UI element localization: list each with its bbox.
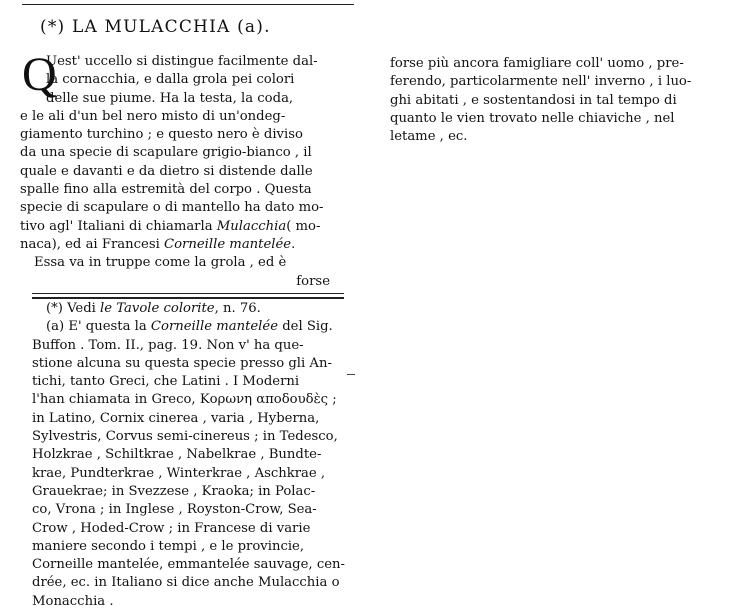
text-fragment: (*) Vedi <box>46 301 101 316</box>
text-line: e le ali d'un bel nero misto di un'ondeg- <box>20 108 286 124</box>
article-title: (*) LA MULACCHIA (a). <box>40 17 271 37</box>
footnote-line: krae, Pundterkrae , Winterkrae , Aschkrae , <box>32 465 326 481</box>
text-fragment: del Sig. <box>278 319 333 335</box>
text-line: specie di scapulare o di mantello ha dato mo- <box>20 200 324 216</box>
footnote-a <box>32 318 352 336</box>
drop-cap: Q <box>22 48 57 101</box>
italic-term: Corneille mantelée <box>150 319 278 335</box>
footnote-line: l'han chiamata in Greco, Κορωνη αποδουδὲς ; <box>32 392 337 408</box>
text-line: giamento turchino ; e questo nero è diviso <box>20 127 303 143</box>
footnote-line: Crow , Hoded-Crow ; in Francese di varie <box>32 520 311 536</box>
footnote-rule-thick <box>32 297 344 299</box>
margin-mark <box>347 374 355 375</box>
footnote-line: Holzkrae , Schiltkrae , Nabelkrae , Bundte- <box>32 447 322 463</box>
footnote-line: co, Vrona ; in Inglese , Royston-Crow, Sea- <box>32 502 317 518</box>
text-line: la cornacchia, e dalla grola pei colori <box>46 72 295 88</box>
text-line: ghi abitati , e sostentandosi in tal tempo di <box>390 92 677 108</box>
footnote-rule <box>32 293 344 294</box>
footnote-line: Buffon . Tom. II., pag. 19. Non v' ha que- <box>32 337 304 353</box>
text-line: quale e davanti e da dietro si distende dalle <box>20 163 313 179</box>
main-paragraph <box>20 53 356 291</box>
footnote-line: in Latino, Cornix cinerea , varia , Hyberna, <box>32 410 320 426</box>
carry-word: forse <box>296 273 330 289</box>
text-line: da una specie di scapulare grigio-bianco , il <box>20 145 312 161</box>
text-line: Uest' uccello si distingue facilmente dal- <box>46 54 318 69</box>
top-rule <box>22 4 354 5</box>
footnote-line: tichi, tanto Greci, che Latini . I Moderni <box>32 374 300 390</box>
text-line: delle sue piume. Ha la testa, la coda, <box>46 90 294 106</box>
footnote-line: Grauekrae; in Svezzese , Kraoka; in Polac- <box>32 483 316 499</box>
italic-term: Mulacchia <box>216 218 287 234</box>
text-fragment: tivo agl' Italiani di chiamarla <box>20 218 217 234</box>
text-fragment: , n. 76. <box>214 301 261 316</box>
text-line: ferendo, particolarmente nell' inverno , i luo- <box>390 74 692 90</box>
footnote-line: Sylvestris, Corvus semi-cinereus ; in Tedesco, <box>32 429 338 445</box>
footnote-line: Corneille mantelée, emmantelée sauvage, cen- <box>32 557 345 573</box>
text-fragment: naca), ed ai Francesi <box>20 236 165 252</box>
text-line <box>20 218 356 236</box>
text-fragment: (a) E' questa la <box>46 319 151 335</box>
footnote-line: stione alcuna su questa specie presso gli An- <box>32 355 332 371</box>
footnote-line: maniere secondo i tempi , e le provincie, <box>32 538 305 554</box>
text-line: quanto le vien trovato nelle chiaviche , nel <box>390 110 675 126</box>
text-line: forse più ancora famigliare coll' uomo , pre- <box>390 56 684 71</box>
text-fragment: ( mo- <box>286 218 321 234</box>
footnotes <box>32 300 352 611</box>
text-fragment: . <box>291 236 296 252</box>
right-column-paragraph <box>390 55 736 146</box>
text-line <box>20 236 356 254</box>
footnote-star <box>32 300 352 318</box>
text-line: spalle fino alla estremità del corpo . Questa <box>20 182 312 198</box>
italic-term: Corneille mantelée <box>164 236 292 252</box>
footnote-line: Monacchia . <box>32 593 114 609</box>
text-line: letame , ec. <box>390 129 468 145</box>
footnote-line: drée, ec. in Italiano si dice anche Mulacchia o <box>32 575 340 591</box>
italic-term: le Tavole colorite <box>100 301 215 316</box>
text-line: Essa va in truppe come la grola , ed è <box>34 255 287 271</box>
